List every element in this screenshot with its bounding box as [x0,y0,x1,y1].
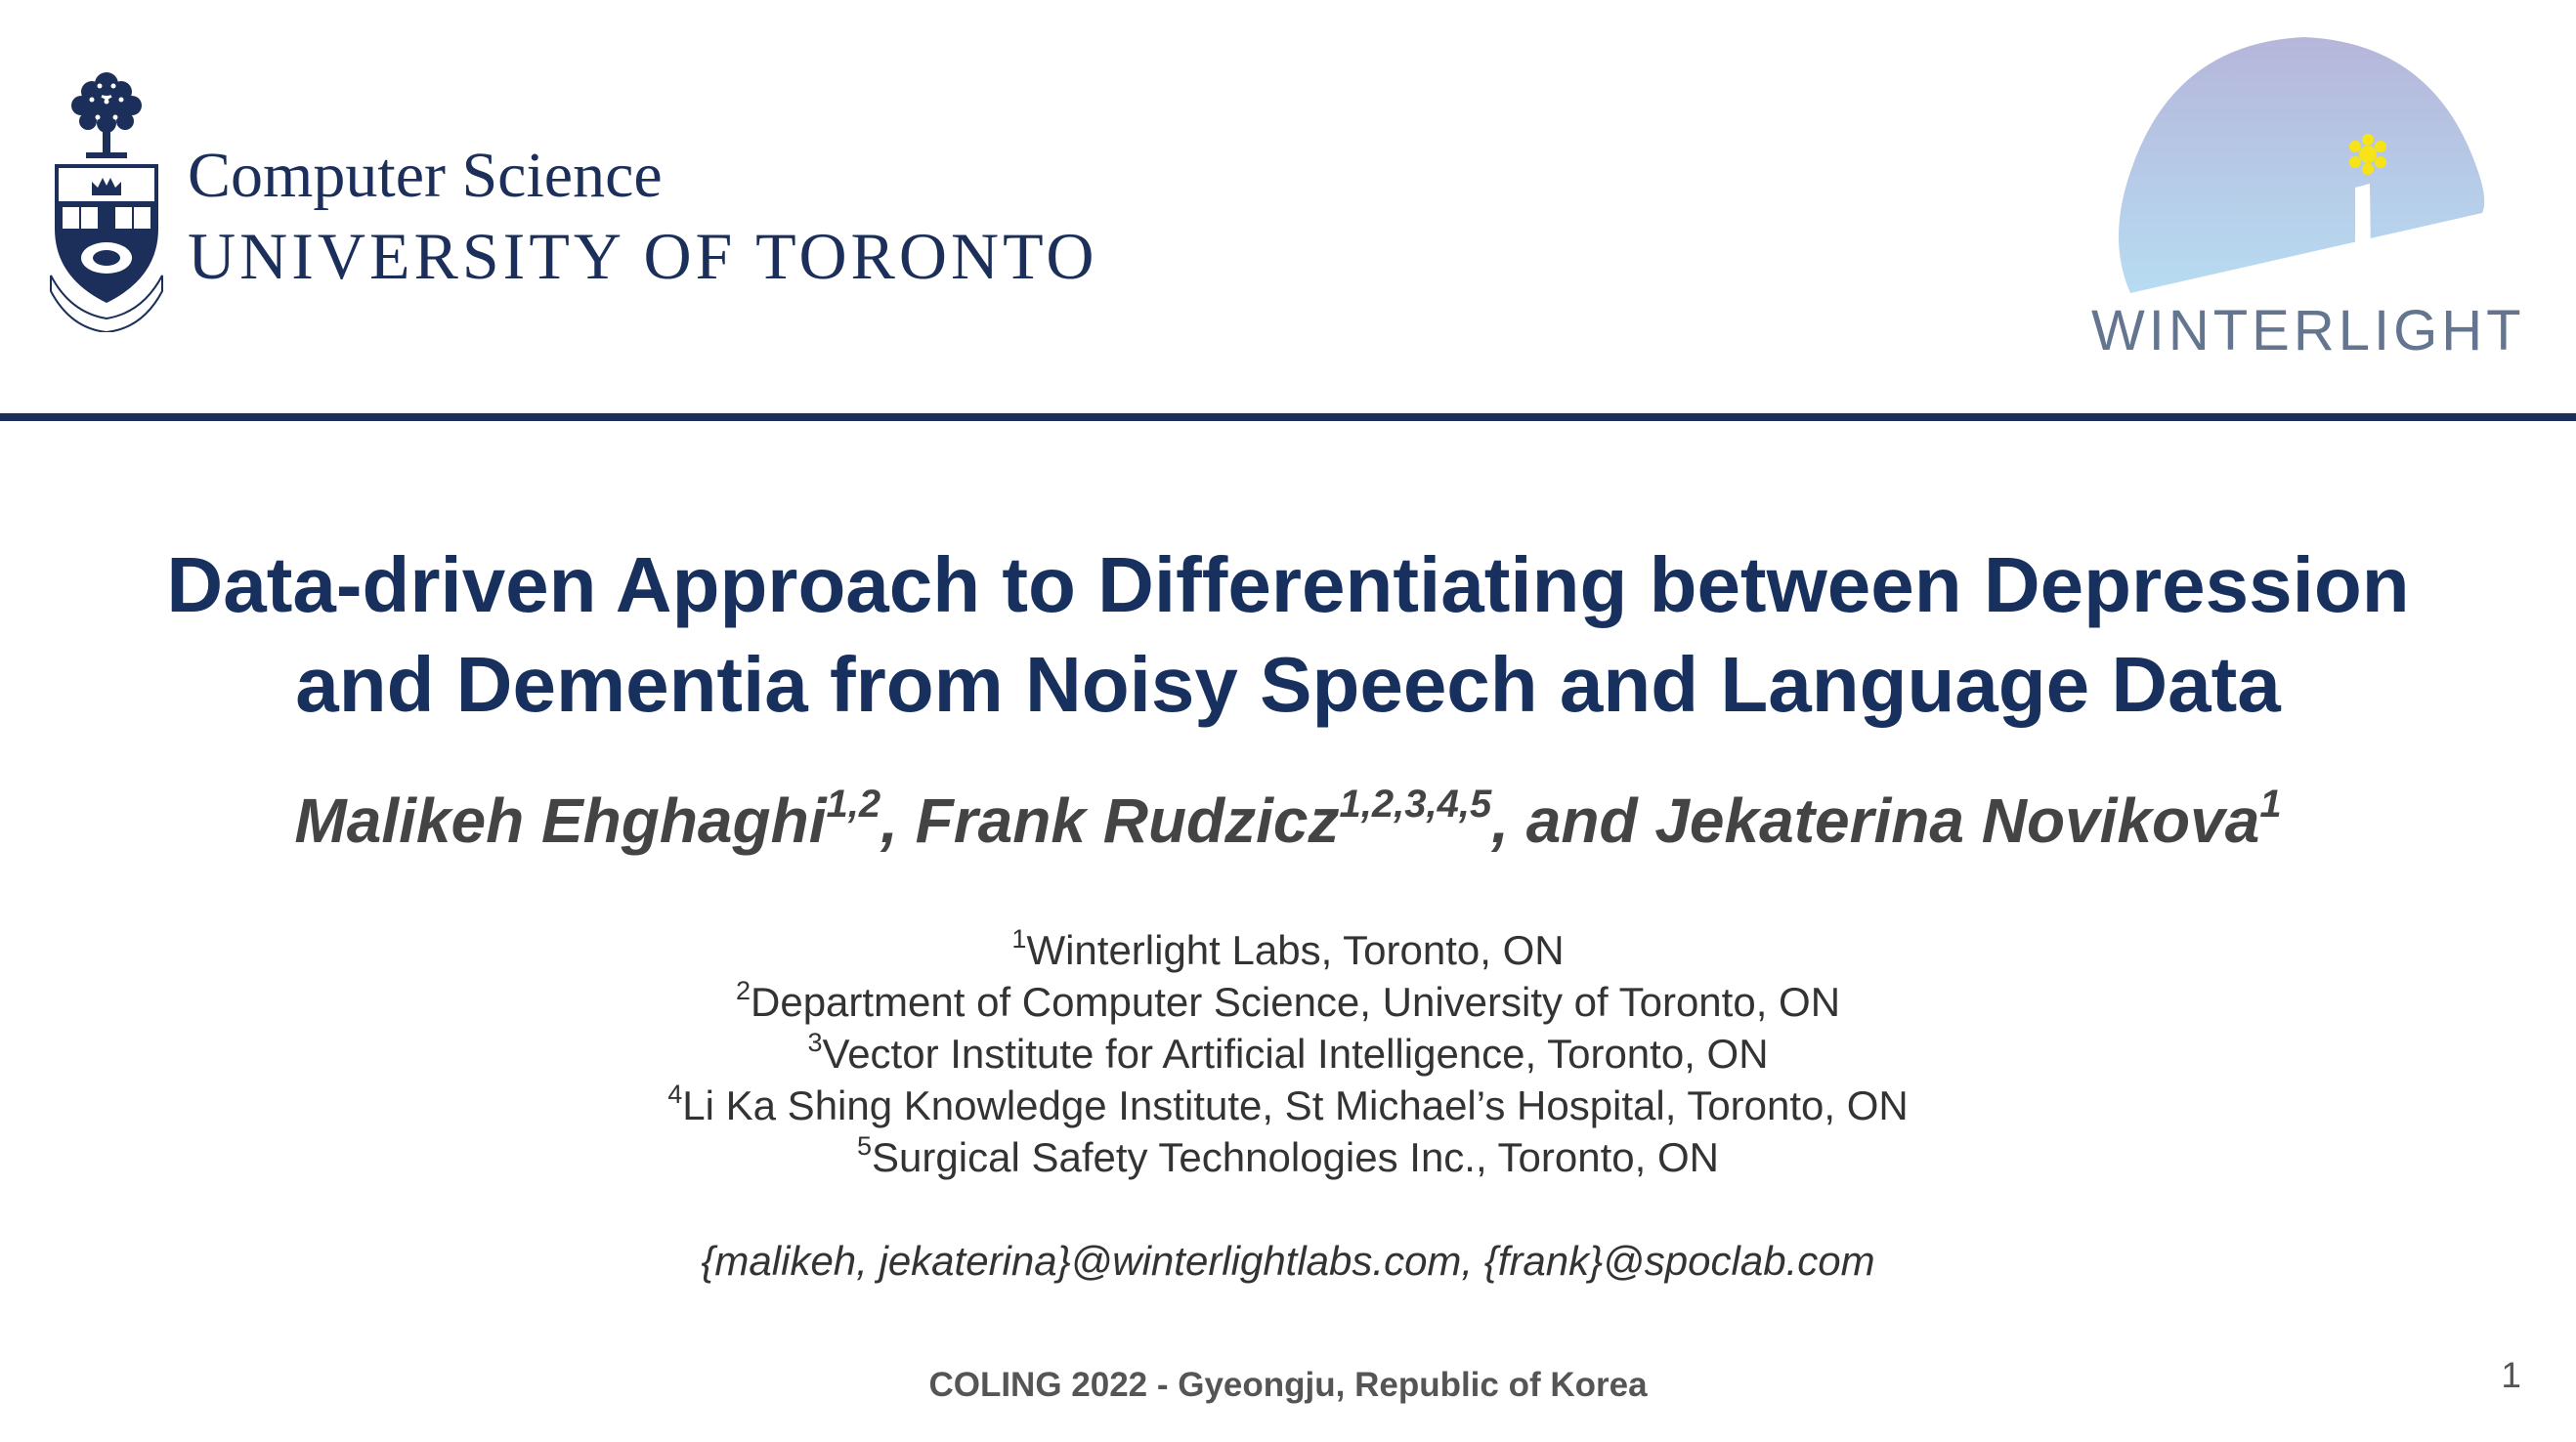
slide-number: 1 [2501,1355,2521,1395]
affiliation-number: 3 [807,1028,823,1057]
author-separator: , and [1491,785,1655,856]
author-affiliation-marks: 1 [2259,782,2282,826]
affiliation-number: 5 [857,1131,873,1161]
affiliation-item [0,1080,2576,1131]
author-affiliation-marks: 1,2 [826,782,881,826]
university-of-toronto-logo [49,63,1261,336]
author-list [0,782,2576,860]
author-affiliation-marks: 1,2,3,4,5 [1339,782,1492,826]
author-name: Frank Rudzicz [915,785,1340,856]
department-name: Computer Science [188,140,663,211]
affiliation-list [0,924,2576,1183]
affiliation-text: Li Ka Shing Knowledge Institute, St Michael’s Hospital, Toronto, ON [682,1082,1909,1128]
winterlight-sky-icon [2091,35,2521,299]
affiliation-number: 2 [735,976,751,1005]
university-crest-icon [49,63,164,332]
affiliation-text: Vector Institute for Artificial Intelligence, Toronto, ON [822,1031,1769,1077]
conference-venue: COLING 2022 - Gyeongju, Republic of Korea [928,1366,1648,1404]
affiliation-item [0,1131,2576,1183]
author-emails: {malikeh, jekaterina}@winterlightlabs.com, {frank}@spoclab.com [701,1238,1875,1284]
affiliation-text: Surgical Safety Technologies Inc., Toronto, ON [872,1134,1719,1180]
affiliation-number: 1 [1011,924,1027,954]
title-line-1: Data-driven Approach to Differentiating between Depression [166,541,2410,628]
author-name: Malikeh Ehghaghi [294,785,827,856]
author-separator: , [880,785,916,856]
affiliation-text: Winterlight Labs, Toronto, ON [1026,927,1565,973]
university-name: UNIVERSITY OF TORONTO [188,219,1098,293]
header-divider [0,413,2576,421]
affiliation-item [0,1028,2576,1080]
affiliation-item [0,976,2576,1028]
affiliation-item [0,924,2576,976]
paper-title [0,535,2576,735]
winterlight-wordmark: WINTERLIGHT [2091,299,2525,362]
title-line-2: and Dementia from Noisy Speech and Language Data [295,641,2281,728]
author-name: Jekaterina Novikova [1654,785,2260,856]
affiliation-number: 4 [667,1080,683,1109]
affiliation-text: Department of Computer Science, University of Toronto, ON [751,979,1841,1025]
university-wordmark [188,139,1098,295]
winterlight-logo [2091,35,2525,362]
